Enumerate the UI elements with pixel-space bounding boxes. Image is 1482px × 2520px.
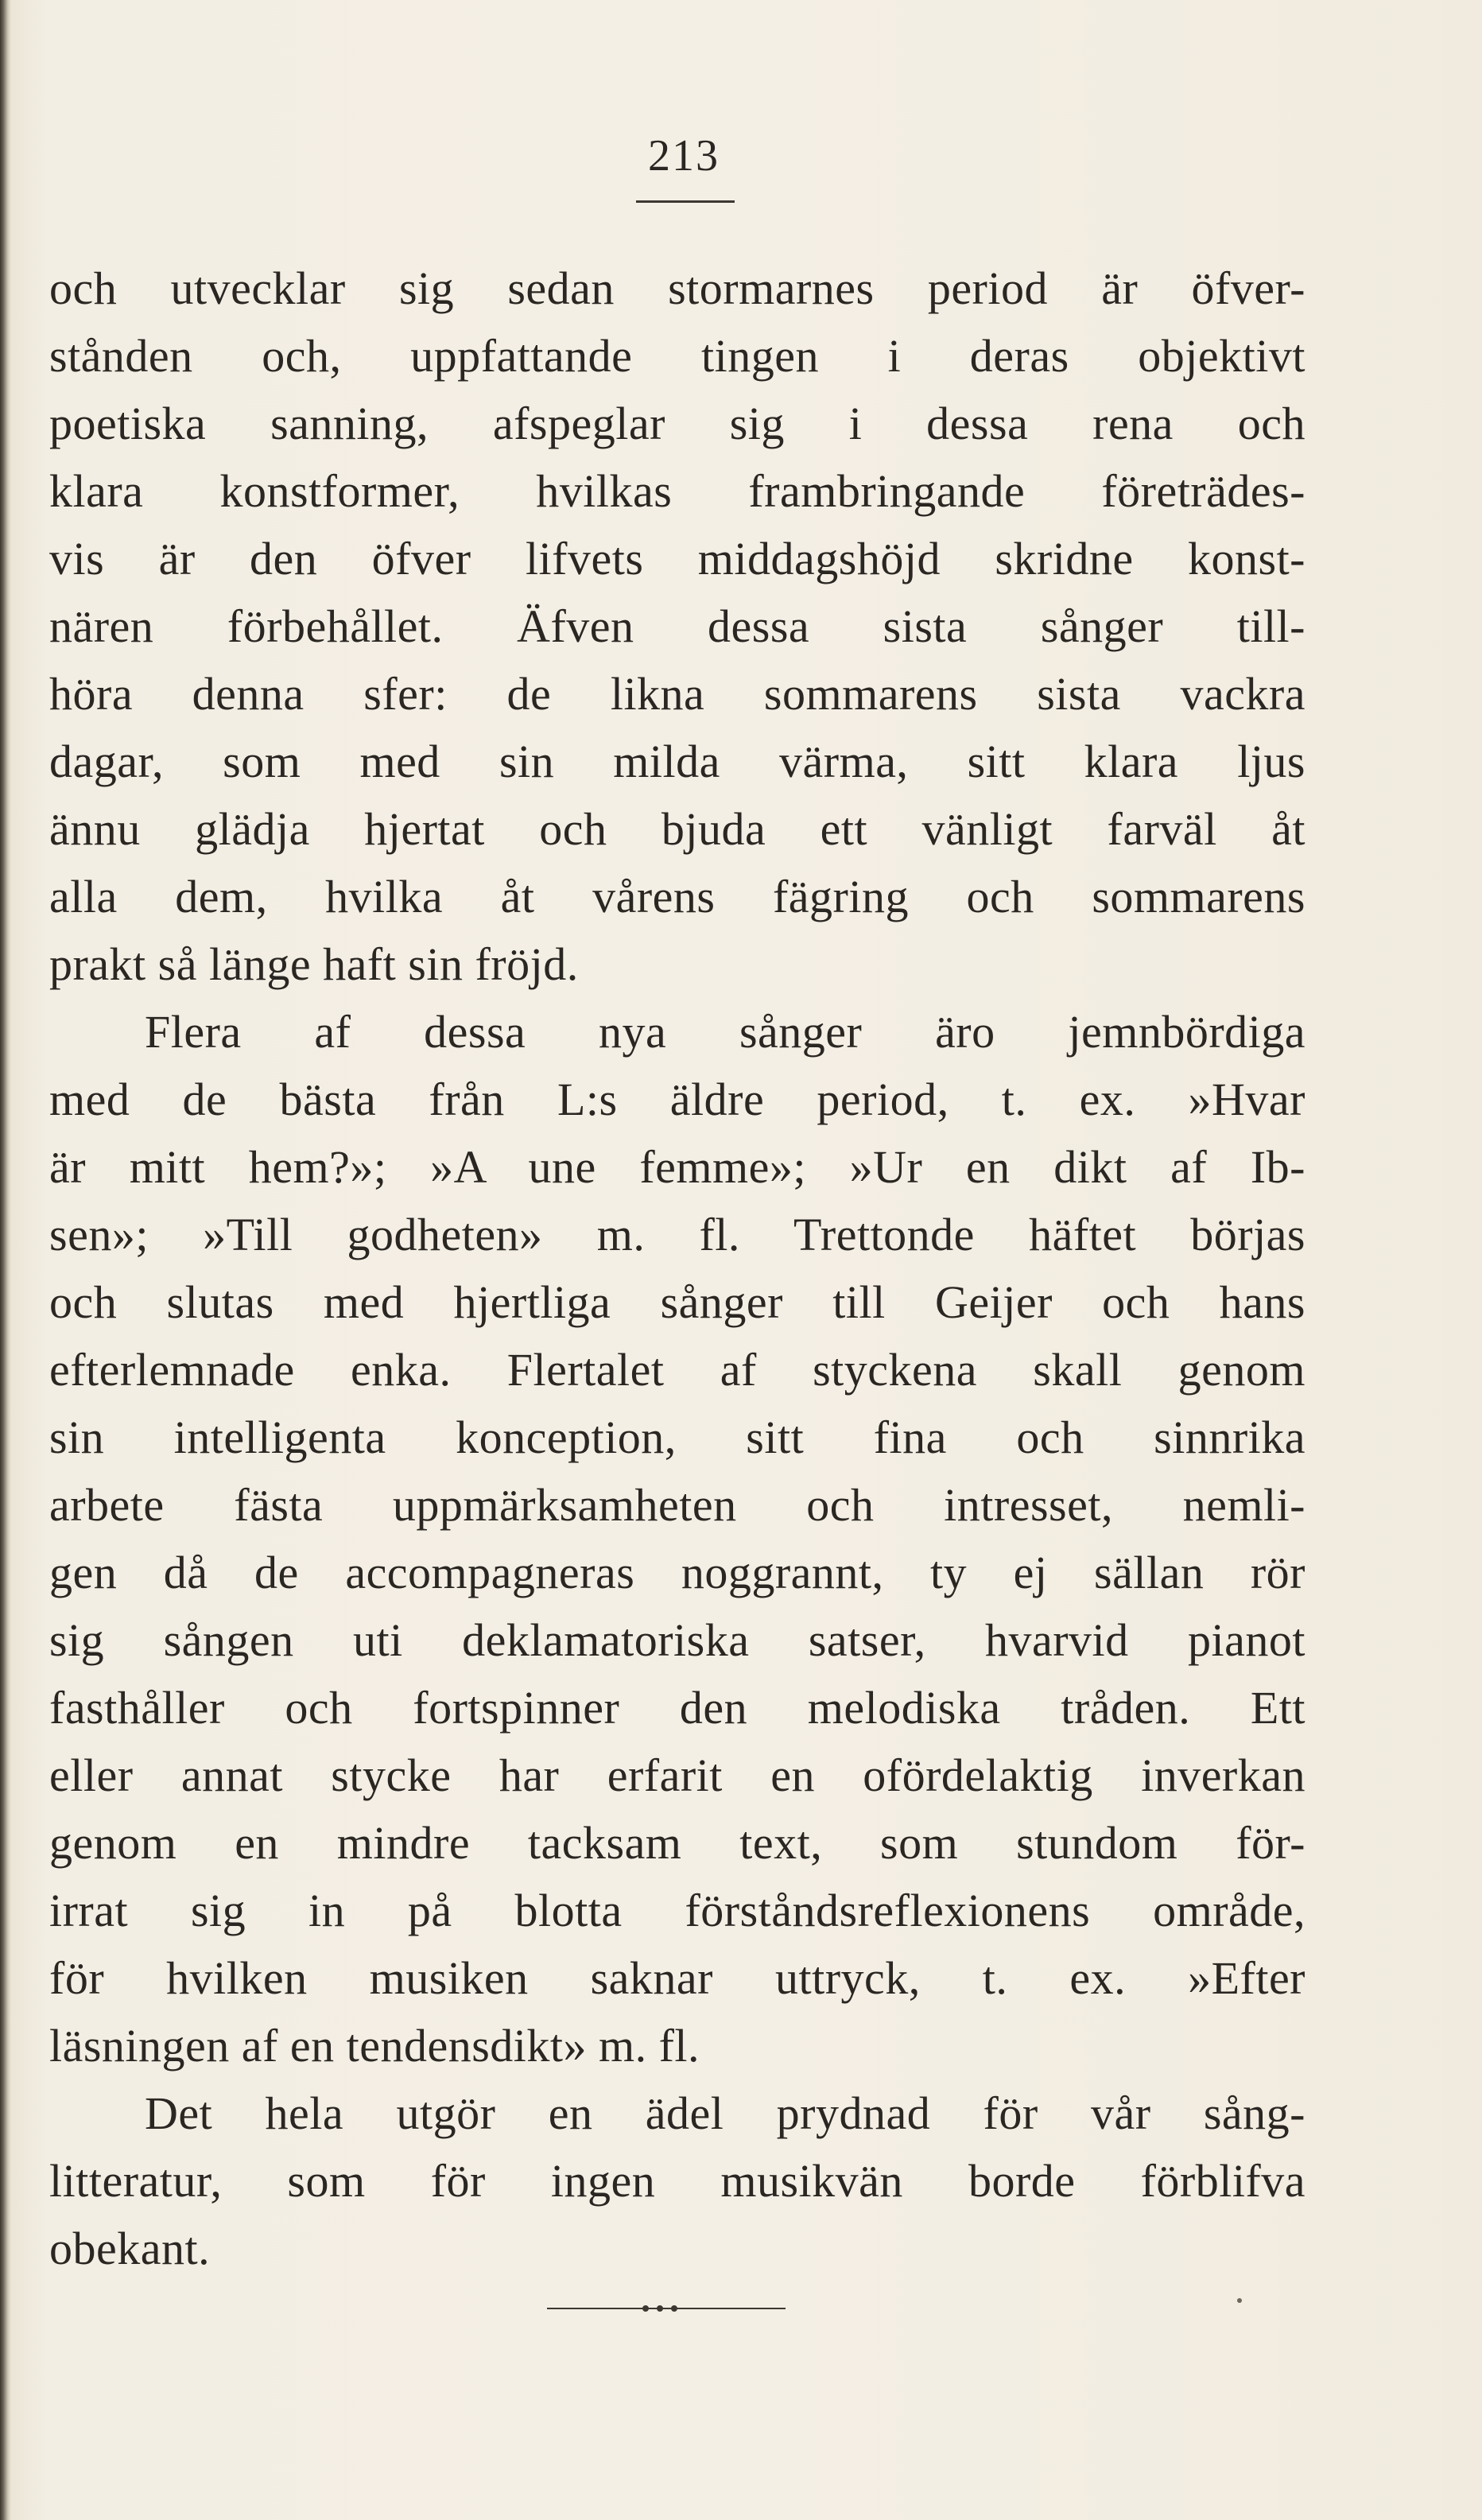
text-line: genom en mindre tacksam text, som stundom för- xyxy=(49,1817,1305,1869)
ornament-dot xyxy=(642,2305,649,2312)
text-line: höra denna sfer: de likna sommarens sista vackra xyxy=(49,668,1305,720)
text-line: arbete fästa uppmärksamheten och intresset, nemli- xyxy=(49,1479,1305,1531)
text-line: sin intelligenta konception, sitt fina och sinnrika xyxy=(49,1411,1305,1463)
text-line: irrat sig in på blotta förståndsreflexionens område, xyxy=(49,1885,1305,1936)
ornament-dot xyxy=(671,2305,677,2312)
ink-speck xyxy=(1237,2298,1242,2303)
ornament-line xyxy=(547,2308,786,2309)
body-text xyxy=(49,254,1305,2282)
text-line: obekant. xyxy=(49,2223,211,2274)
text-line: stånden och, uppfattande tingen i deras objektivt xyxy=(49,330,1305,382)
text-line: prakt så länge haft sin fröjd. xyxy=(49,938,579,990)
text-line: vis är den öfver lifvets middagshöjd skridne konst- xyxy=(49,533,1305,584)
text-line: eller annat stycke har erfarit en ofördelaktig inverkan xyxy=(49,1749,1305,1801)
text-line: ännu glädja hjertat och bjuda ett vänligt farväl åt xyxy=(49,803,1305,855)
text-line: dagar, som med sin milda värma, sitt klara ljus xyxy=(49,736,1305,787)
page-spine-edge xyxy=(0,0,11,2520)
text-line: med de bästa från L:s äldre period, t. ex. »Hvar xyxy=(49,1074,1305,1125)
text-line: Det hela utgör en ädel prydnad för vår sång- xyxy=(145,2087,1305,2139)
text-line: sen»; »Till godheten» m. fl. Trettonde häftet börjas xyxy=(49,1209,1305,1260)
text-line: är mitt hem?»; »A une femme»; »Ur en dikt af Ib- xyxy=(49,1141,1305,1193)
text-line: efterlemnade enka. Flertalet af styckena skall genom xyxy=(49,1344,1305,1396)
text-line: klara konstformer, hvilkas frambringande företrädes- xyxy=(49,465,1305,517)
text-line: nären förbehållet. Äfven dessa sista sånger till- xyxy=(49,600,1305,652)
text-line: gen då de accompagneras noggrannt, ty ej sällan rör xyxy=(49,1547,1305,1598)
text-line: Flera af dessa nya sånger äro jemnbördiga xyxy=(145,1006,1305,1058)
text-line: läsningen af en tendensdikt» m. fl. xyxy=(49,2020,700,2072)
text-line: poetiska sanning, afspeglar sig i dessa rena och xyxy=(49,398,1305,449)
text-line: fasthåller och fortspinner den melodiska tråden. Ett xyxy=(49,1682,1305,1734)
text-line: alla dem, hvilka åt vårens fägring och sommarens xyxy=(49,871,1305,922)
text-line: sig sången uti deklamatoriska satser, hvarvid pianot xyxy=(49,1614,1305,1666)
text-line: och slutas med hjertliga sånger till Geijer och hans xyxy=(49,1276,1305,1328)
page-number-underline xyxy=(636,200,735,203)
text-line: för hvilken musiken saknar uttryck, t. ex. »Efter xyxy=(49,1952,1305,2004)
text-line: och utvecklar sig sedan stormarnes period är öfver- xyxy=(49,262,1305,314)
ornament-dot xyxy=(657,2305,663,2312)
text-line: litteratur, som för ingen musikvän borde förblifva xyxy=(49,2155,1305,2207)
page-number: 213 xyxy=(648,131,720,181)
closing-ornament-rule xyxy=(547,2304,786,2312)
